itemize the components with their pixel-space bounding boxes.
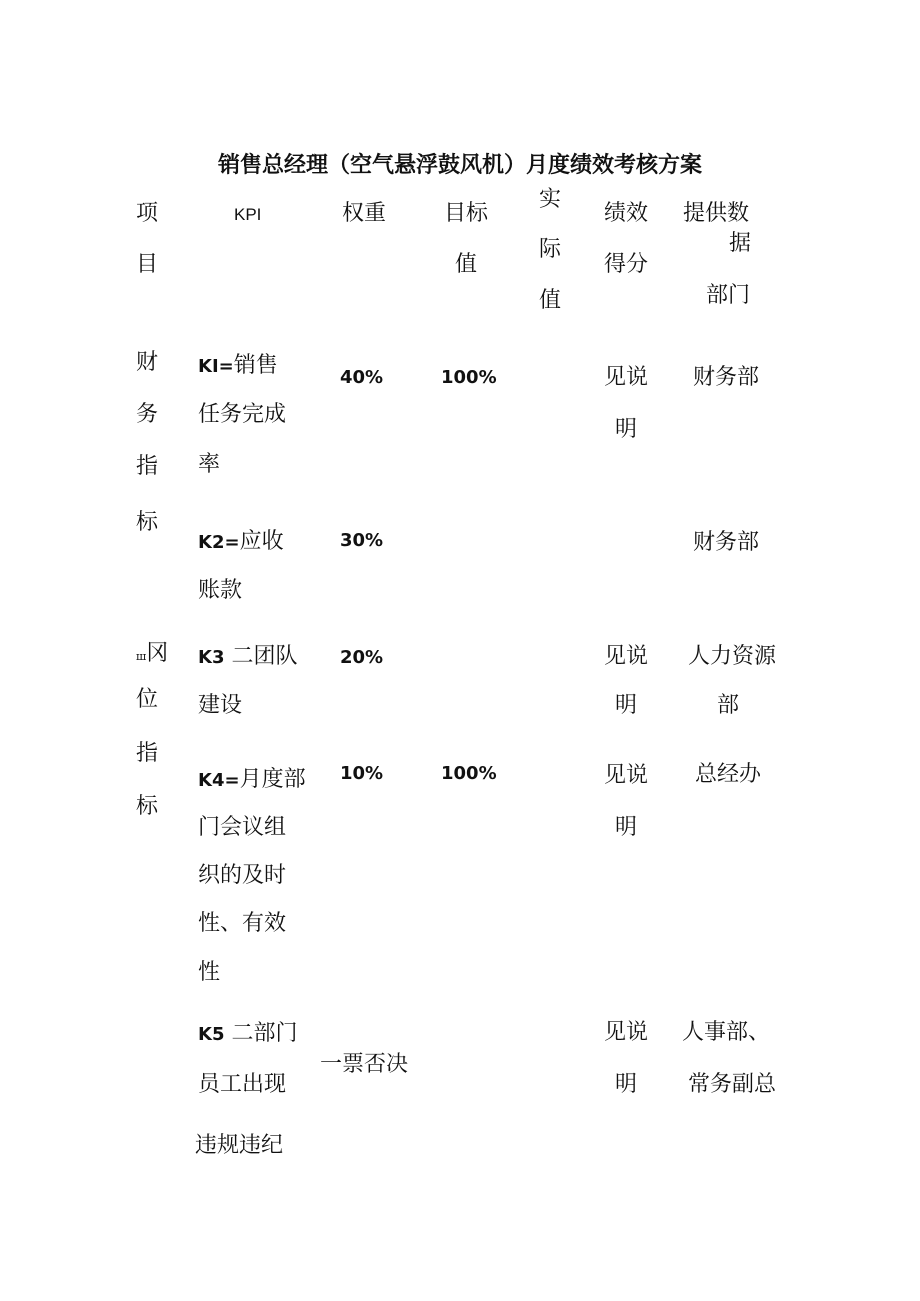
- kpi-score-line: 明: [615, 693, 638, 718]
- kpi-name-line: 销售: [233, 353, 278, 378]
- kpi-dept-line: 人力资源: [688, 644, 777, 669]
- kpi-dept-line: 常务副总: [688, 1072, 777, 1097]
- document-title: 销售总经理（空气悬浮鼓风机）月度绩效考核方案: [217, 153, 702, 178]
- kpi-name-line: 账款: [198, 578, 243, 603]
- header-dept-2: 据: [729, 231, 752, 256]
- kpi-name-line: 任务完成: [198, 402, 287, 427]
- header-target-2: 值: [455, 252, 478, 277]
- kpi-name-line: 二部门: [231, 1021, 298, 1046]
- kpi-code: K3: [198, 647, 225, 668]
- category-finance-char: 指: [136, 454, 159, 479]
- kpi-dept-line: 人事部、: [682, 1020, 771, 1045]
- kpi-code: K5: [198, 1024, 225, 1045]
- kpi-score-line: 见说: [604, 644, 649, 669]
- header-dept-3: 部门: [706, 283, 751, 308]
- kpi-name-line: 率: [198, 452, 221, 477]
- kpi-score-line: 明: [615, 417, 638, 442]
- category-post-char-4: 标: [136, 794, 159, 819]
- header-score-2: 得分: [604, 252, 649, 277]
- category-finance-char: 财: [136, 350, 159, 375]
- kpi-dept-line: 财务部: [693, 365, 760, 390]
- kpi-weight: 20%: [340, 647, 384, 668]
- category-post-char-2: 位: [136, 687, 159, 712]
- kpi-target: 100%: [441, 367, 497, 388]
- category-post-char: [136, 642, 168, 669]
- kpi-name-line: 性: [198, 960, 221, 985]
- kpi-code: KI=: [198, 356, 234, 377]
- kpi-name-line: 违规违纪: [195, 1133, 284, 1158]
- kpi-score-line: 见说: [604, 763, 649, 788]
- kpi-weight: 10%: [340, 763, 384, 784]
- header-actual-2: 际: [539, 237, 562, 262]
- kpi-score-line: 明: [615, 1072, 638, 1097]
- category-finance-char: 务: [136, 402, 159, 427]
- kpi-name-line: 门会议组: [198, 815, 287, 840]
- category-post-char-3: 指: [136, 741, 159, 766]
- header-item-1: 项: [136, 201, 159, 226]
- kpi-row-5-name: [198, 1022, 298, 1047]
- kpi-row-1-name: [198, 354, 278, 379]
- kpi-target: 100%: [441, 763, 497, 784]
- kpi-name-line: 应收: [239, 529, 284, 554]
- header-score-1: 绩效: [604, 201, 649, 226]
- kpi-code: K2=: [198, 532, 240, 553]
- kpi-weight: 30%: [340, 530, 384, 551]
- header-kpi: KPI: [234, 205, 262, 224]
- kpi-score-line: 明: [615, 815, 638, 840]
- category-post-char-1: 冈: [146, 641, 169, 666]
- kpi-name-line: 建设: [198, 693, 243, 718]
- header-item-2: 目: [136, 252, 159, 277]
- kpi-name-line: 性、有效: [198, 911, 287, 936]
- kpi-code: K4=: [198, 770, 240, 791]
- kpi-row-3-name: [198, 645, 298, 670]
- kpi-row-2-name: [198, 530, 284, 555]
- kpi-weight: 一票否决: [320, 1052, 409, 1077]
- kpi-name-line: 织的及时: [198, 863, 287, 888]
- kpi-dept-line: 总经办: [695, 762, 762, 787]
- header-actual-3: 值: [539, 288, 562, 313]
- category-post-mark: ш: [136, 650, 147, 663]
- kpi-name-line: 月度部: [239, 767, 306, 792]
- kpi-row-4-name: [198, 768, 306, 793]
- header-weight: 权重: [342, 201, 387, 226]
- category-finance-char: 标: [136, 510, 159, 535]
- kpi-dept-line: 部: [717, 693, 740, 718]
- header-target-1: 目标: [444, 201, 489, 226]
- kpi-weight: 40%: [340, 367, 384, 388]
- header-actual-1: 实: [539, 187, 562, 212]
- header-dept-1: 提供数: [683, 201, 750, 226]
- kpi-score-line: 见说: [604, 365, 649, 390]
- kpi-name-line: 员工出现: [198, 1072, 287, 1097]
- kpi-score-line: 见说: [604, 1020, 649, 1045]
- kpi-name-line: 二团队: [231, 644, 298, 669]
- kpi-dept-line: 财务部: [693, 530, 760, 555]
